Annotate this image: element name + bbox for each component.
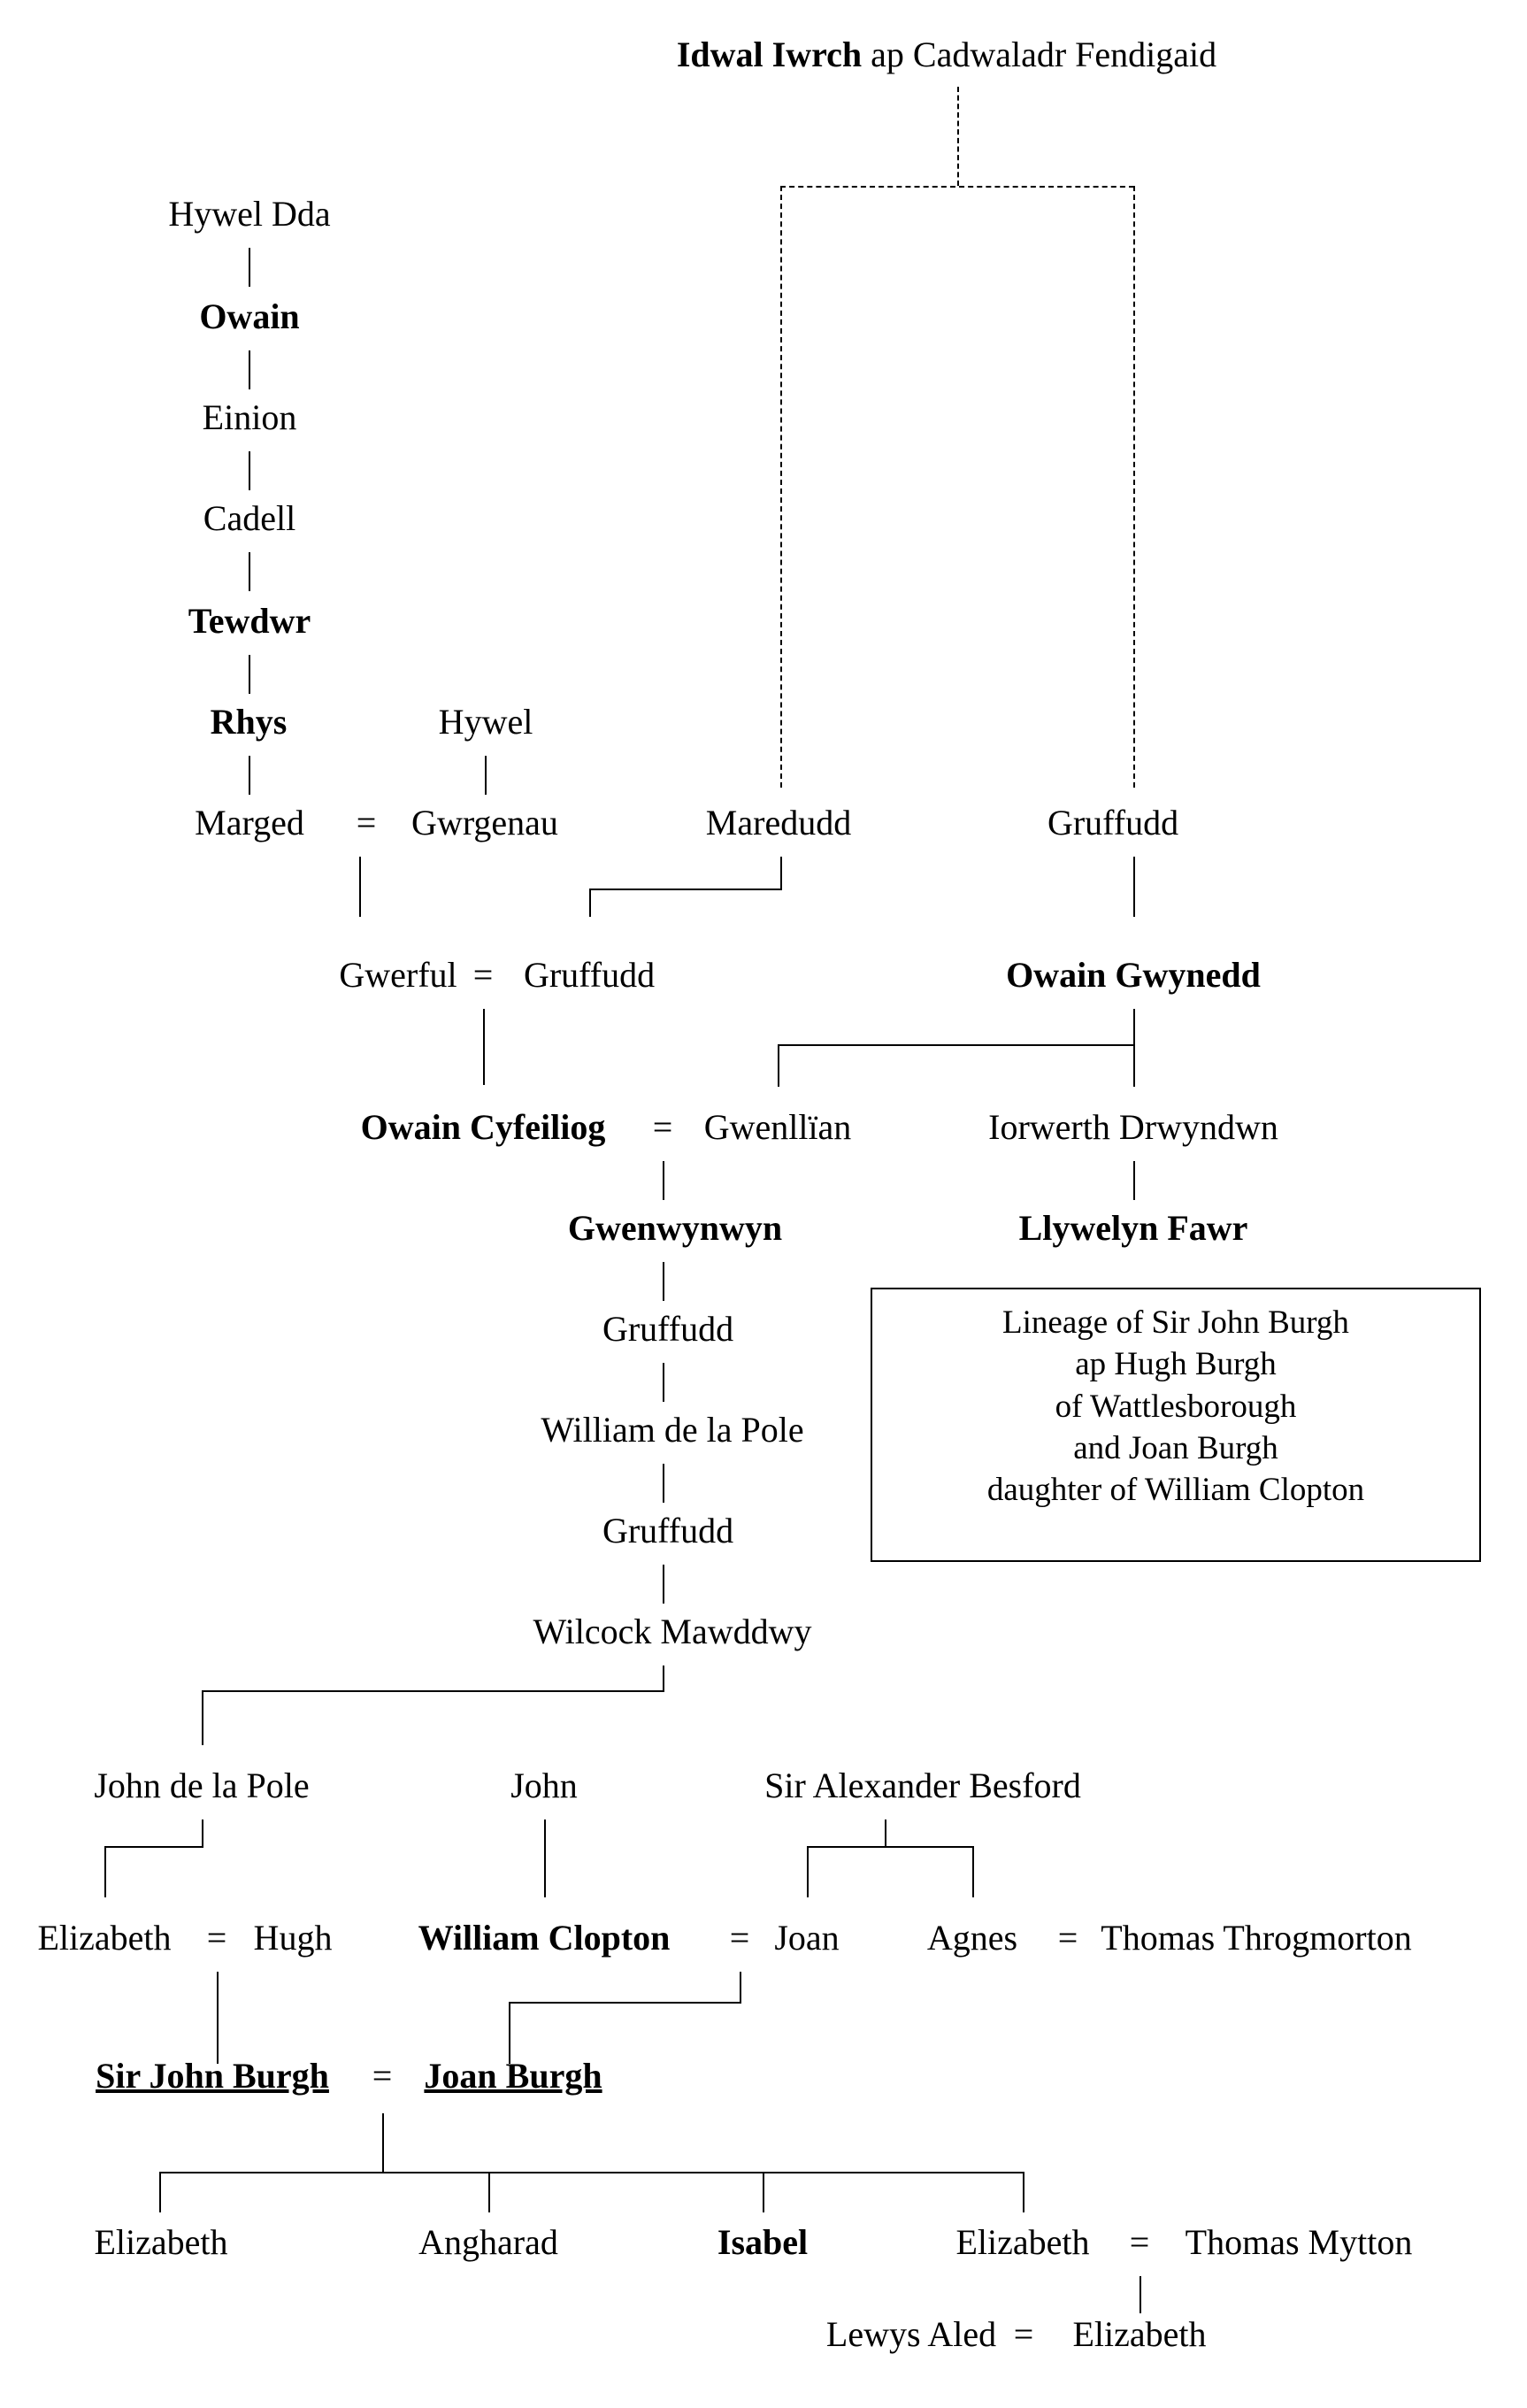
edge-cadell-tewdwr: [249, 552, 250, 591]
node-elizabeth-c: Elizabeth: [1072, 2314, 1207, 2354]
edge-wilcock-to-john-de-la-pole: [202, 1690, 203, 1745]
edge-william-gruffudd3: [663, 1464, 664, 1503]
node-thomas-mytton: Thomas Mytton: [1185, 2222, 1413, 2262]
node-thomas-throgmorton: Thomas Throgmorton: [1101, 1918, 1412, 1958]
node-hugh: Hugh: [253, 1918, 333, 1958]
edge-to-gruffudd-spouse: [589, 889, 591, 917]
dashed-connector-maredudd: [780, 186, 782, 788]
edge-maredudd-down: [780, 857, 782, 889]
node-owain: Owain: [199, 296, 300, 336]
edge-gruffudd-owain-gwynedd: [1133, 857, 1135, 917]
edge-gruffudd3-wilcock: [663, 1565, 664, 1604]
edge-cyfeiliog-gwenwynwyn: [663, 1161, 664, 1200]
legend-line-3: of Wattlesborough: [1055, 1388, 1297, 1425]
marriage-equals-lewys: =: [1013, 2314, 1034, 2354]
title-rest: ap Cadwaladr Fendigaid: [862, 35, 1217, 74]
node-elizabeth-b: Elizabeth: [955, 2222, 1090, 2262]
node-rhys: Rhys: [210, 702, 288, 742]
node-gwrgenau: Gwrgenau: [411, 803, 558, 842]
marriage-equals-cyfeiliog: =: [652, 1107, 673, 1147]
edge-maredudd-horizontal: [589, 889, 782, 890]
node-gruffudd-3: Gruffudd: [602, 1511, 734, 1550]
edge-rhys-marged: [249, 756, 250, 795]
node-llywelyn-fawr: Llywelyn Fawr: [1018, 1208, 1248, 1248]
marriage-equals-marged: =: [356, 803, 377, 842]
node-gwenwynwyn: Gwenwynwyn: [567, 1208, 783, 1248]
edge-gwerful-down-2: [483, 1034, 485, 1085]
node-john-de-la-pole: John de la Pole: [94, 1766, 310, 1805]
title-bold: Idwal Iwrch: [676, 35, 863, 74]
edge-to-angharad: [488, 2172, 490, 2212]
node-angharad: Angharad: [418, 2222, 558, 2262]
edge-gruffudd2-william: [663, 1363, 664, 1402]
edge-besford-to-joan: [807, 1846, 809, 1897]
edge-iorwerth-llywelyn: [1133, 1161, 1135, 1200]
edge-gwerful-owain-cyfeiliog: [483, 1009, 485, 1034]
legend-line-5: daughter of William Clopton: [986, 1472, 1365, 1509]
edge-burgh-children-horizontal: [159, 2172, 1023, 2173]
node-cadell: Cadell: [203, 498, 296, 538]
node-sir-alexander-besford: Sir Alexander Besford: [764, 1766, 1081, 1805]
dashed-connector-gruffudd: [1133, 186, 1135, 788]
node-elizabeth-hugh-wife: Elizabeth: [37, 1918, 172, 1958]
edge-marged-gwerful: [359, 857, 361, 917]
edge-wilcock-horizontal: [202, 1690, 664, 1692]
marriage-equals-elizabeth-hugh: =: [206, 1918, 227, 1958]
edge-einion-cadell: [249, 451, 250, 490]
node-maredudd: Maredudd: [705, 803, 852, 842]
node-marged: Marged: [195, 803, 304, 842]
edge-john-de-la-pole-horizontal: [104, 1846, 203, 1848]
node-iorwerth-drwyndwn: Iorwerth Drwyndwn: [988, 1107, 1278, 1147]
edge-elizabeth-hugh-down: [217, 1972, 219, 2064]
legend-line-4: and Joan Burgh: [1073, 1430, 1278, 1467]
node-joan: Joan: [774, 1918, 840, 1958]
node-gruffudd-2: Gruffudd: [602, 1309, 734, 1349]
node-gwenllian: Gwenllïan: [703, 1107, 852, 1147]
marriage-equals-agnes: =: [1057, 1918, 1078, 1958]
edge-clopton-horizontal: [509, 2002, 741, 2004]
edge-wilcock-down: [663, 1666, 664, 1690]
node-owain-cyfeiliog: Owain Cyfeiliog: [360, 1107, 606, 1147]
edge-burgh-down: [382, 2113, 384, 2172]
node-william-clopton: William Clopton: [418, 1918, 671, 1958]
edge-to-gwenllian: [778, 1044, 779, 1087]
legend-line-1: Lineage of Sir John Burgh: [1002, 1304, 1349, 1341]
diagram-title: [677, 35, 1216, 74]
node-einion: Einion: [202, 397, 297, 437]
edge-to-elizabeth-mytton: [1023, 2172, 1024, 2212]
node-wilcock-mawddwy: Wilcock Mawddwy: [533, 1612, 812, 1651]
edge-mytton-down: [1139, 2276, 1141, 2313]
edge-clopton-to-joan-burgh: [509, 2002, 510, 2064]
dashed-connector-horizontal: [780, 186, 1134, 188]
edge-gwenwynwyn-gruffudd: [663, 1262, 664, 1301]
edge-owain-gwynedd-down: [1133, 1009, 1135, 1044]
node-gruffudd-spouse: Gruffudd: [523, 955, 656, 995]
node-joan-burgh: Joan Burgh: [424, 2056, 602, 2096]
node-hywel: Hywel: [438, 702, 533, 742]
marriage-equals-burgh: =: [372, 2056, 393, 2096]
node-john: John: [510, 1766, 578, 1805]
node-elizabeth-a: Elizabeth: [94, 2222, 228, 2262]
marriage-equals-mytton: =: [1129, 2222, 1150, 2262]
marriage-equals-clopton: =: [729, 1918, 750, 1958]
node-owain-gwynedd: Owain Gwynedd: [1006, 955, 1261, 995]
node-william-de-la-pole: William de la Pole: [541, 1410, 804, 1450]
edge-john-de-la-pole-down: [202, 1819, 203, 1846]
node-tewdwr: Tewdwr: [188, 601, 311, 641]
edge-tewdwr-rhys: [249, 655, 250, 694]
node-lewys-aled: Lewys Aled: [825, 2314, 997, 2354]
edge-to-elizabeth: [104, 1846, 106, 1897]
marriage-equals-gwerful: =: [472, 955, 494, 995]
edge-owain-einion: [249, 350, 250, 389]
legend-line-2: ap Hugh Burgh: [1075, 1346, 1277, 1383]
node-isabel: Isabel: [717, 2222, 809, 2262]
dashed-connector-title-down: [957, 87, 959, 186]
legend-box: [871, 1288, 1481, 1562]
edge-owain-gwynedd-horizontal: [778, 1044, 1135, 1046]
edge-to-elizabeth-a: [159, 2172, 161, 2212]
edge-besford-horizontal: [807, 1846, 973, 1848]
node-gwerful: Gwerful: [339, 955, 457, 995]
node-hywel-dda: Hywel Dda: [168, 194, 331, 234]
edge-to-isabel: [763, 2172, 764, 2212]
edge-besford-to-agnes: [972, 1846, 974, 1897]
node-sir-john-burgh: Sir John Burgh: [96, 2056, 329, 2096]
node-gruffudd-1: Gruffudd: [1047, 803, 1179, 842]
edge-clopton-down: [740, 1972, 741, 2002]
edge-besford-down: [885, 1819, 886, 1846]
edge-john-to-william-clopton: [544, 1819, 546, 1897]
edge-hywel-gwrgenau: [485, 756, 487, 795]
node-agnes: Agnes: [926, 1918, 1018, 1958]
edge-to-iorwerth: [1133, 1044, 1135, 1087]
edge-hywel-dda-owain: [249, 248, 250, 287]
